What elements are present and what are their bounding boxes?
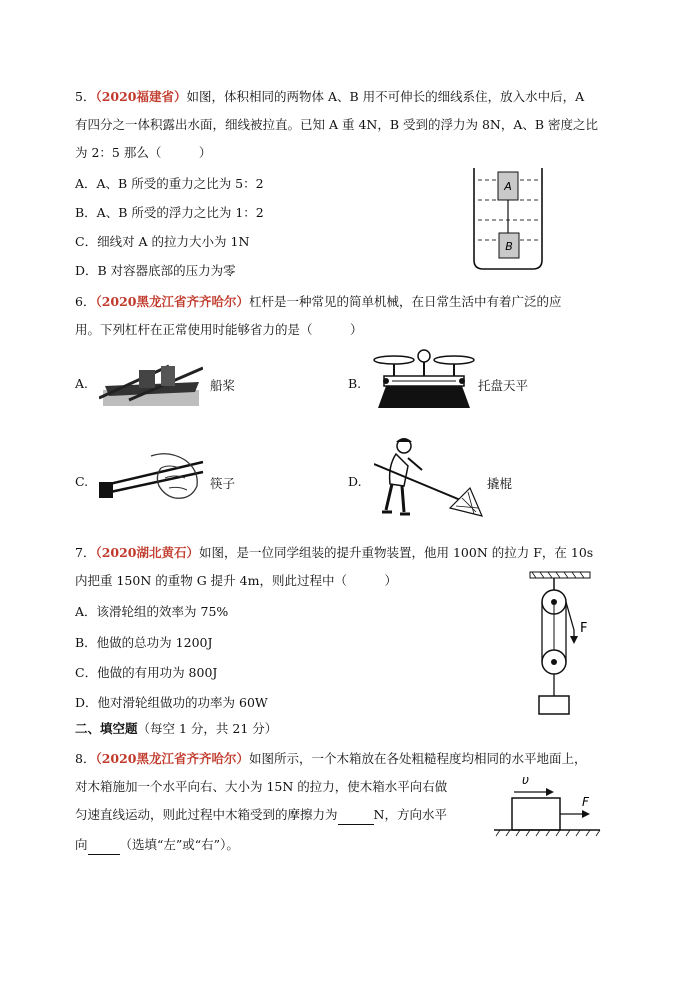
- section2-note: （每空 1 分，共 21 分）: [137, 721, 278, 736]
- q7-option-b: B．他做的总功为 1200J: [75, 635, 213, 650]
- section2-title: 二、填空题: [75, 721, 138, 736]
- q7-number: 7．: [75, 545, 96, 560]
- q5-number: 5．: [75, 89, 96, 104]
- q6-option-a-letter: A.: [75, 376, 89, 391]
- q8-number: 8．: [75, 751, 96, 766]
- q8-force-label: F: [582, 795, 589, 809]
- q6-chopsticks-image: [99, 446, 207, 504]
- q8-source: （2020黑龙江省齐齐哈尔）: [95, 751, 249, 766]
- q7-stem-2: 内把重 150N 的重物 G 提升 4m，则此过程中（ ）: [75, 573, 397, 588]
- q7-source: （2020湖北黄石）: [95, 545, 199, 560]
- q6-option-c-name: 筷子: [210, 476, 236, 491]
- q6-balance-image: [372, 348, 476, 412]
- q6-source: （2020黑龙江省齐齐哈尔）: [95, 294, 249, 309]
- q5-source: （2020福建省）: [95, 89, 187, 104]
- q8-stem-3b: N，方向水平: [373, 807, 447, 822]
- q7-force-label: F: [580, 621, 588, 636]
- q6-option-b-letter: B.: [348, 376, 362, 391]
- q8-direction-blank[interactable]: [88, 836, 120, 855]
- q6-oar-image: [99, 356, 203, 408]
- q6-option-d-name: 撬棍: [487, 476, 513, 491]
- q8-stem-4b: （选填“左”或“右”）。: [119, 837, 239, 852]
- q8-stem-4a: 向: [75, 837, 88, 852]
- q8-box-figure: [492, 772, 602, 840]
- q6-option-d-letter: D.: [348, 474, 362, 489]
- q8-line3: [75, 806, 447, 825]
- q6-number: 6．: [75, 294, 96, 309]
- q6-option-c-letter: C.: [75, 474, 89, 489]
- q5-block-a-label: A: [504, 180, 512, 193]
- q5-block-b-label: B: [505, 240, 513, 253]
- q6-stem-1: 杠杆是一种常见的简单机械，在日常生活中有着广泛的应: [249, 294, 562, 309]
- q6-option-b-name: 托盘天平: [478, 378, 529, 393]
- q6-option-a-name: 船桨: [210, 378, 236, 393]
- q8-stem-2: 对木箱施加一个水平向右、大小为 15N 的拉力，使木箱水平向右做: [75, 779, 448, 794]
- q6-stem-2: 用。下列杠杆在正常使用时能够省力的是（ ）: [75, 322, 363, 337]
- q8-velocity-label: υ: [522, 773, 529, 787]
- q8-stem-3a: 匀速直线运动，则此过程中木箱受到的摩擦力为: [75, 807, 338, 822]
- q5-stem-3: 为 2：5 那么（ ）: [75, 145, 212, 160]
- q7-option-d: D．他对滑轮组做功的功率为 60W: [75, 695, 268, 710]
- q5-stem-2: 有四分之一体积露出水面，细线被拉直。已知 A 重 4N，B 受到的浮力为 8N，A、B 密度之比: [75, 117, 599, 132]
- q5-option-b: B．A、B 所受的浮力之比为 1：2: [75, 205, 264, 220]
- q8-line4: [75, 836, 239, 855]
- q7-option-a: A．该滑轮组的效率为 75%: [75, 604, 229, 619]
- q8-stem-1: 如图所示，一个木箱放在各处粗糙程度均相同的水平地面上，: [249, 751, 587, 766]
- q8-friction-blank[interactable]: [338, 806, 374, 825]
- q7-line1: [75, 544, 593, 562]
- q7-stem-1: 如图，是一位同学组装的提升重物装置，他用 100N 的拉力 F，在 10s: [199, 545, 594, 560]
- section2-heading: [75, 720, 277, 738]
- q5-line1: [75, 88, 584, 106]
- q7-option-c: C．他做的有用功为 800J: [75, 665, 218, 680]
- q6-crowbar-image: [374, 436, 486, 520]
- q5-option-d: D．B 对容器底部的压力为零: [75, 263, 236, 278]
- q8-line1: [75, 750, 587, 768]
- q5-stem-1: 如图，体积相同的两物体 A、B 用不可伸长的细线系住，放入水中后，A: [186, 89, 585, 104]
- q5-option-c: C．细线对 A 的拉力大小为 1N: [75, 234, 250, 249]
- q6-line1: [75, 293, 562, 311]
- q7-pulley-figure: [526, 570, 598, 718]
- q5-container-figure: [470, 166, 546, 272]
- q5-option-a: A．A、B 所受的重力之比为 5：2: [75, 176, 264, 191]
